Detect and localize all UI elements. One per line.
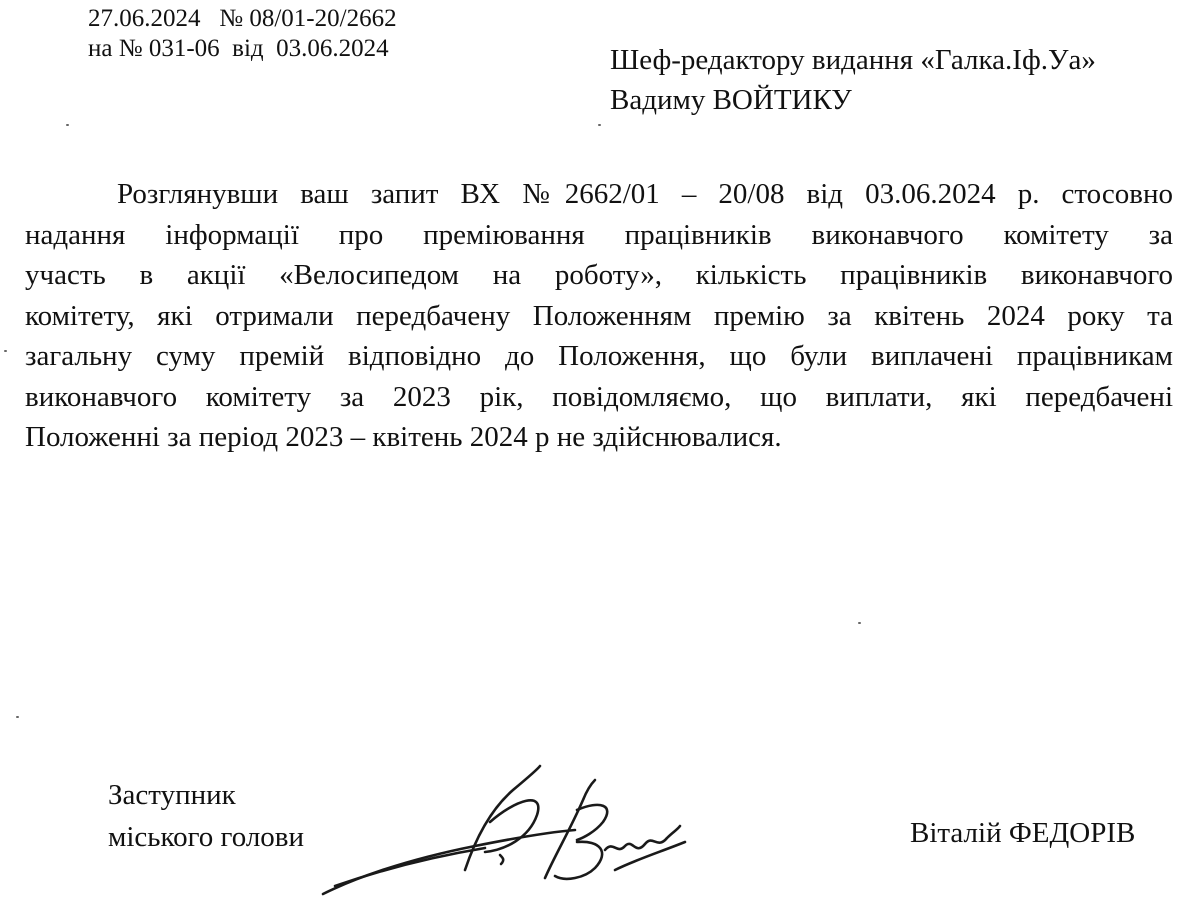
scan-speck	[4, 350, 7, 352]
scan-speck	[858, 622, 861, 624]
body-line-1: Розглянувши ваш запит ВХ №2662/01 – 20/08 від 03.06.2024 р. стосовно	[117, 178, 1173, 210]
scan-speck	[598, 124, 601, 126]
body-line-6: виконавчого комітету за 2023 рік, повідомляємо, що виплати, які передбачені	[25, 380, 1173, 413]
body-line-2: надання інформації про преміювання працівників виконавчого комітету за	[25, 218, 1173, 251]
scan-speck	[16, 716, 19, 718]
addressee-block	[610, 40, 1096, 120]
signatory-position-line-2: міського голови	[108, 821, 305, 853]
addressee-name: Вадиму ВОЙТИКУ	[610, 84, 852, 116]
signatory-name: Віталій ФЕДОРІВ	[910, 817, 1136, 849]
incoming-reference-line: на № 031-06 від 03.06.2024	[88, 35, 389, 62]
handwritten-signature	[315, 760, 695, 900]
body-line-3: участь в акції «Велосипедом на роботу», кількість працівників виконавчого	[25, 259, 1173, 291]
outgoing-number-line: 27.06.2024 № 08/01-20/2662	[88, 5, 397, 32]
letter-body	[25, 174, 1173, 458]
body-line-7: Положенні за період 2023 – квітень 2024 р не здійснювалися.	[25, 421, 782, 453]
signatory-position-line-1: Заступник	[108, 779, 236, 811]
body-line-4: комітету, які отримали передбачену Положенням премію за квітень 2024 року та	[25, 299, 1173, 332]
scan-speck	[66, 124, 69, 126]
outgoing-reference	[88, 4, 397, 64]
signatory-position	[108, 774, 304, 858]
addressee-title: Шеф-редактору видання «Галка.Іф.Уа»	[610, 44, 1096, 76]
body-line-5: загальну суму премій відповідно до Положення, що були виплачені працівникам	[25, 340, 1173, 372]
